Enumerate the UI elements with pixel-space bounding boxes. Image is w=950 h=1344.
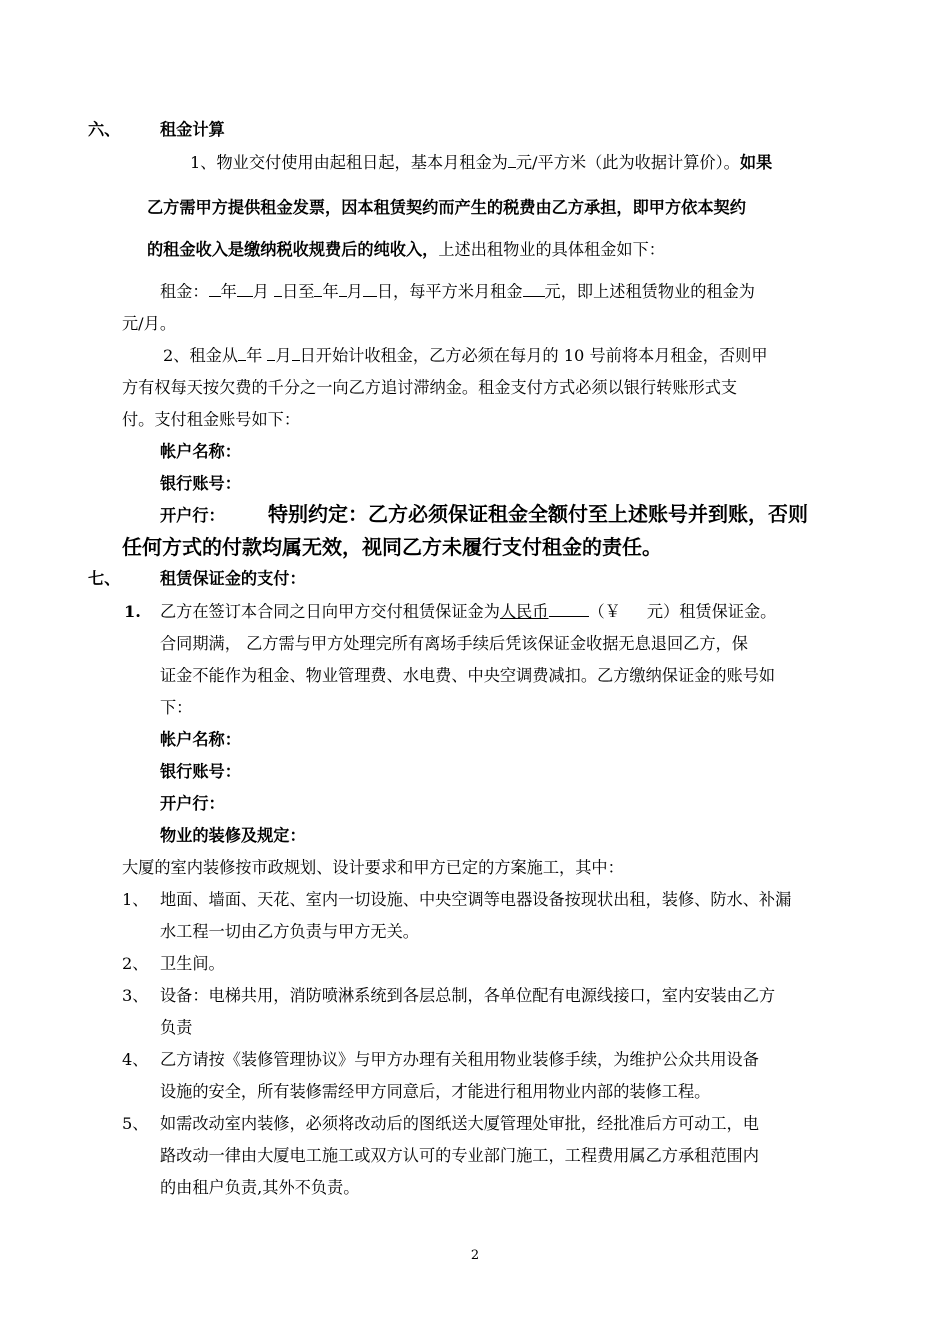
decoration-title: 物业的装修及规定： (160, 826, 306, 845)
section-6-para-1-line-3: 的租金收入是缴纳税收规费后的纯收入，上述出租物业的具体租金如下： (147, 240, 665, 259)
decoration-item-1-number: 1、 (122, 890, 149, 909)
page-number: 2 (470, 1248, 480, 1263)
rent-bank-account-label: 银行账号： (160, 474, 241, 493)
decoration-item-2-number: 2、 (122, 954, 149, 973)
decoration-intro: 大厦的室内装修按市政规划、设计要求和甲方已定的方案施工，其中： (122, 858, 624, 877)
decoration-item-3-line-1: 设备：电梯共用，消防喷淋系统到各层总制，各单位配有电源线接口，室内安装由乙方 (160, 986, 776, 1005)
decoration-item-5-line-2: 路改动一律由大厦电工施工或双方认可的专业部门施工，工程费用属乙方承租范围内 (160, 1146, 759, 1165)
deposit-account-name-label: 帐户名称： (160, 730, 241, 749)
decoration-item-4-number: 4、 (122, 1050, 149, 1069)
decoration-item-1-line-1: 地面、墙面、天花、室内一切设施、中央空调等电器设备按现状出租，装修、防水、补漏 (160, 890, 792, 909)
section-6-para-2-line-1: 2、租金从 年 月 日开始计收租金，乙方必须在每月的 10 号前将本月租金，否则甲 (163, 346, 768, 365)
decoration-item-3-line-2: 负责 (160, 1018, 193, 1037)
rent-period-line: 租金： 年 月 日至 年 月 日，每平方米月租金 元，即上述租赁物业的租金为 (160, 282, 755, 301)
rent-period-line-2: 元/月。 (122, 314, 177, 333)
deposit-line-4: 下： (160, 698, 193, 717)
decoration-item-4-line-1: 乙方请按《装修管理协议》与甲方办理有关租用物业装修手续，为维护公众共用设备 (160, 1050, 759, 1069)
section-6-title: 租金计算 (160, 120, 225, 139)
rent-bank-label: 开户行： (160, 506, 225, 525)
deposit-line-3: 证金不能作为租金、物业管理费、水电费、中央空调费减扣。乙方缴纳保证金的账号如 (160, 666, 776, 685)
section-6-number: 六、 (88, 120, 121, 139)
deposit-item-number: 1. (124, 602, 141, 621)
section-6-para-2-line-2: 方有权每天按欠费的千分之一向乙方追讨滞纳金。租金支付方式必须以银行转账形式支 (122, 378, 738, 397)
deposit-bank-account-label: 银行账号： (160, 762, 241, 781)
section-6-para-1-line-2: 乙方需甲方提供租金发票，因本租赁契约而产生的税费由乙方承担，即甲方依本契约 (147, 198, 746, 217)
special-agreement-line-2: 任何方式的付款均属无效，视同乙方未履行支付租金的责任。 (122, 535, 662, 559)
decoration-item-2-line-1: 卫生间。 (160, 954, 225, 973)
decoration-item-1-line-2: 水工程一切由乙方负责与甲方无关。 (160, 922, 419, 941)
decoration-item-5-line-3: 的由租户负责,其外不负责。 (160, 1178, 360, 1197)
section-7-number: 七、 (88, 569, 121, 588)
decoration-item-3-number: 3、 (122, 986, 149, 1005)
section-6-para-2-line-3: 付。支付租金账号如下： (122, 410, 301, 429)
deposit-line-1: 乙方在签订本合同之日向甲方交付租赁保证金为人民币 （￥ 元）租赁保证金。 (160, 602, 777, 621)
section-7-title: 租赁保证金的支付： (160, 569, 306, 588)
decoration-item-5-line-1: 如需改动室内装修，必须将改动后的图纸送大厦管理处审批，经批准后方可动工，电 (160, 1114, 759, 1133)
deposit-bank-label: 开户行： (160, 794, 225, 813)
special-agreement-line-1: 特别约定：乙方必须保证租金全额付至上述账号并到账，否则 (268, 502, 808, 526)
deposit-line-2: 合同期满， 乙方需与甲方处理完所有离场手续后凭该保证金收据无息退回乙方，保 (160, 634, 748, 653)
decoration-item-4-line-2: 设施的安全，所有装修需经甲方同意后，才能进行租用物业内部的装修工程。 (160, 1082, 711, 1101)
decoration-item-5-number: 5、 (122, 1114, 149, 1133)
rent-account-name-label: 帐户名称： (160, 442, 241, 461)
section-6-para-1-line-1: 1、物业交付使用由起租日起，基本月租金为 元/平方米（此为收据计算价）。如果 (190, 153, 773, 172)
